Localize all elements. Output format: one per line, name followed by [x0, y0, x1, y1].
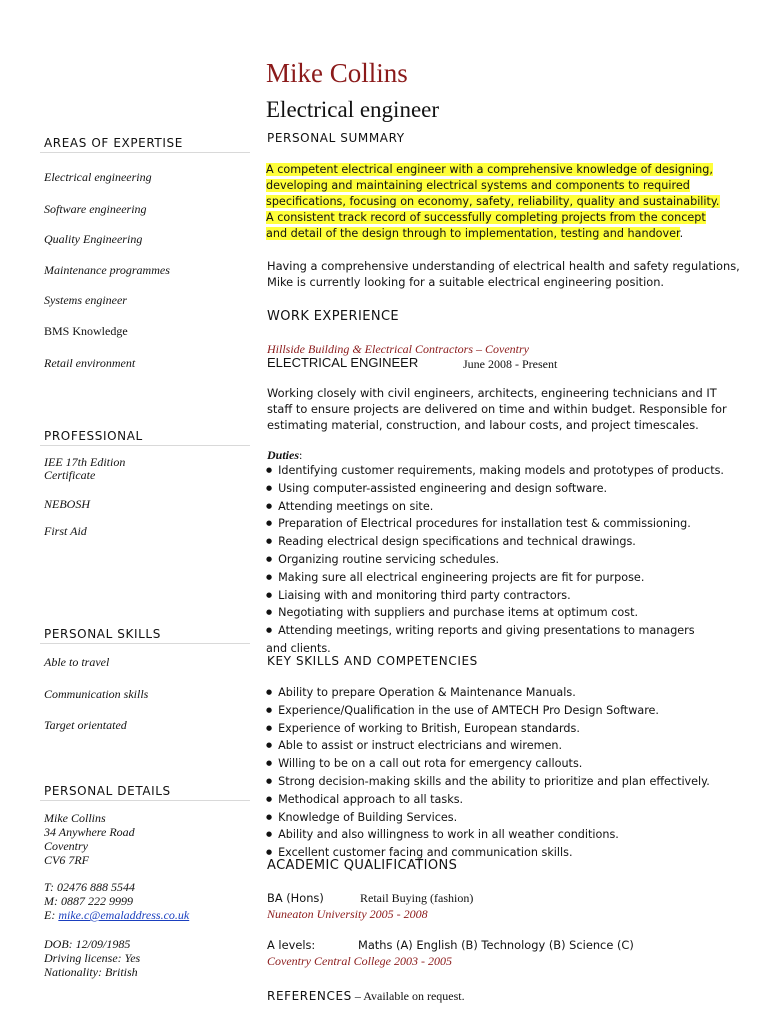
- role-dates: June 2008 - Present: [463, 357, 558, 371]
- summary-heading: PERSONAL SUMMARY: [267, 131, 405, 145]
- list-item: ● Attending meetings on site.: [266, 499, 724, 517]
- list-item: ● Making sure all electrical engineering projects are fit for purpose.: [266, 570, 724, 588]
- role: ELECTRICAL ENGINEER: [267, 355, 419, 370]
- list-item: ● Strong decision-making skills and the ability to prioritize and plan effectively.: [266, 774, 710, 792]
- key-skills-heading: KEY SKILLS AND COMPETENCIES: [267, 654, 478, 668]
- list-item: ● Methodical approach to all tasks.: [266, 792, 710, 810]
- duties-list: [266, 463, 724, 657]
- divider: [40, 152, 250, 153]
- list-item: ● Attending meetings, writing reports and giving presentations to managers and clients.: [266, 623, 711, 657]
- professional-heading: PROFESSIONAL: [44, 429, 143, 443]
- list-item: ● Experience of working to British, European standards.: [266, 721, 710, 739]
- phone-landline: T: 02476 888 5544: [44, 880, 136, 894]
- list-item: ● Organizing routine servicing schedules.: [266, 552, 724, 570]
- employer: Hillside Building & Electrical Contractors – Coventry: [267, 342, 529, 356]
- expertise-item: Software engineering: [44, 202, 147, 216]
- references: [267, 987, 465, 1005]
- job-title: Electrical engineer: [266, 97, 440, 122]
- list-item: ● Able to assist or instruct electricians and wiremen.: [266, 738, 710, 756]
- expertise-item: Retail environment: [44, 356, 136, 370]
- professional-item: NEBOSH: [44, 497, 90, 511]
- dob: DOB: 12/09/1985: [44, 937, 131, 951]
- address-line: Coventry: [44, 839, 88, 853]
- alevel-label: A levels:: [267, 938, 316, 952]
- address-line: 34 Anywhere Road: [44, 825, 135, 839]
- professional-item: First Aid: [44, 524, 87, 538]
- summary-highlight-text: A competent electrical engineer with a comprehensive knowledge of designing, developing and maintaining electrical systems and components to required specifications, focusing on economy, safety, reliability, quality and sustainability. A consistent track record of successfully completing projects from the concept and detail of the design through to implementation, testing and handover: [266, 163, 720, 240]
- ba-subject: Retail Buying (fashion): [360, 891, 474, 905]
- work-desc-line: estimating material, construction, and labour costs, and project timescales.: [267, 418, 699, 432]
- list-item: ● Ability to prepare Operation & Maintenance Manuals.: [266, 685, 710, 703]
- key-skills-list: [266, 685, 710, 863]
- list-item: ● Reading electrical design specifications and technical drawings.: [266, 534, 724, 552]
- expertise-item: BMS Knowledge: [44, 324, 128, 338]
- expertise-item: Electrical engineering: [44, 170, 152, 184]
- alevel-school: Coventry Central College 2003 - 2005: [267, 954, 452, 968]
- list-item: ● Identifying customer requirements, making models and prototypes of products.: [266, 463, 724, 481]
- expertise-heading: AREAS OF EXPERTISE: [44, 136, 183, 150]
- list-item: ● Ability and also willingness to work in all weather conditions.: [266, 827, 710, 845]
- work-desc-line: staff to ensure projects are delivered on time and within budget. Responsible for: [267, 402, 727, 416]
- academic-heading: ACADEMIC QUALIFICATIONS: [267, 858, 458, 873]
- expertise-item: Maintenance programmes: [44, 263, 170, 277]
- ba-label: BA (Hons): [267, 891, 324, 905]
- list-item: ● Excellent customer facing and communication skills.: [266, 845, 710, 863]
- references-text: – Available on request.: [351, 989, 465, 1003]
- professional-item: Certificate: [44, 468, 96, 482]
- nationality: Nationality: British: [44, 965, 138, 979]
- duties-colon: :: [299, 448, 303, 462]
- summary-line: Having a comprehensive understanding of electrical health and safety regulations,: [267, 259, 740, 273]
- duties-label-text: Duties: [267, 448, 300, 462]
- divider: [40, 643, 250, 644]
- alevel-subjects: Maths (A) English (B) Technology (B) Science (C): [358, 938, 634, 952]
- list-item: ● Experience/Qualification in the use of AMTECH Pro Design Software.: [266, 703, 710, 721]
- details-heading: PERSONAL DETAILS: [44, 784, 171, 798]
- professional-item: IEE 17th Edition: [44, 455, 126, 469]
- address-line: Mike Collins: [44, 811, 106, 825]
- divider: [40, 800, 250, 801]
- skill-item: Communication skills: [44, 687, 149, 701]
- work-heading: WORK EXPERIENCE: [267, 309, 400, 324]
- references-label: REFERENCES: [267, 989, 352, 1003]
- skill-item: Able to travel: [44, 655, 110, 669]
- expertise-item: Systems engineer: [44, 293, 127, 307]
- summary-period: .: [679, 227, 684, 240]
- summary-highlight: [266, 162, 726, 242]
- divider: [40, 445, 250, 446]
- summary-line: Mike is currently looking for a suitable electrical engineering position.: [267, 275, 665, 289]
- address-line: CV6 7RF: [44, 853, 89, 867]
- candidate-name: Mike Collins: [266, 58, 408, 88]
- list-item: ● Liaising with and monitoring third party contractors.: [266, 588, 724, 606]
- email-label: E:: [44, 908, 59, 922]
- list-item: ● Willing to be on a call out rota for emergency callouts.: [266, 756, 710, 774]
- ba-school: Nuneaton University 2005 - 2008: [267, 907, 428, 921]
- skills-heading: PERSONAL SKILLS: [44, 627, 161, 641]
- phone-mobile: M: 0887 222 9999: [44, 894, 133, 908]
- email-link[interactable]: mike.c@emaladdress.co.uk: [58, 908, 190, 922]
- expertise-item: Quality Engineering: [44, 232, 143, 246]
- list-item: ● Using computer-assisted engineering and design software.: [266, 481, 724, 499]
- work-desc-line: Working closely with civil engineers, architects, engineering technicians and IT: [267, 386, 717, 400]
- skill-item: Target orientated: [44, 718, 127, 732]
- list-item: ● Preparation of Electrical procedures for installation test & commissioning.: [266, 516, 724, 534]
- list-item: ● Negotiating with suppliers and purchase items at optimum cost.: [266, 605, 724, 623]
- duties-label: [267, 448, 302, 463]
- list-item: ● Knowledge of Building Services.: [266, 810, 710, 828]
- driving-license: Driving license: Yes: [44, 951, 141, 965]
- email-row: [44, 908, 189, 923]
